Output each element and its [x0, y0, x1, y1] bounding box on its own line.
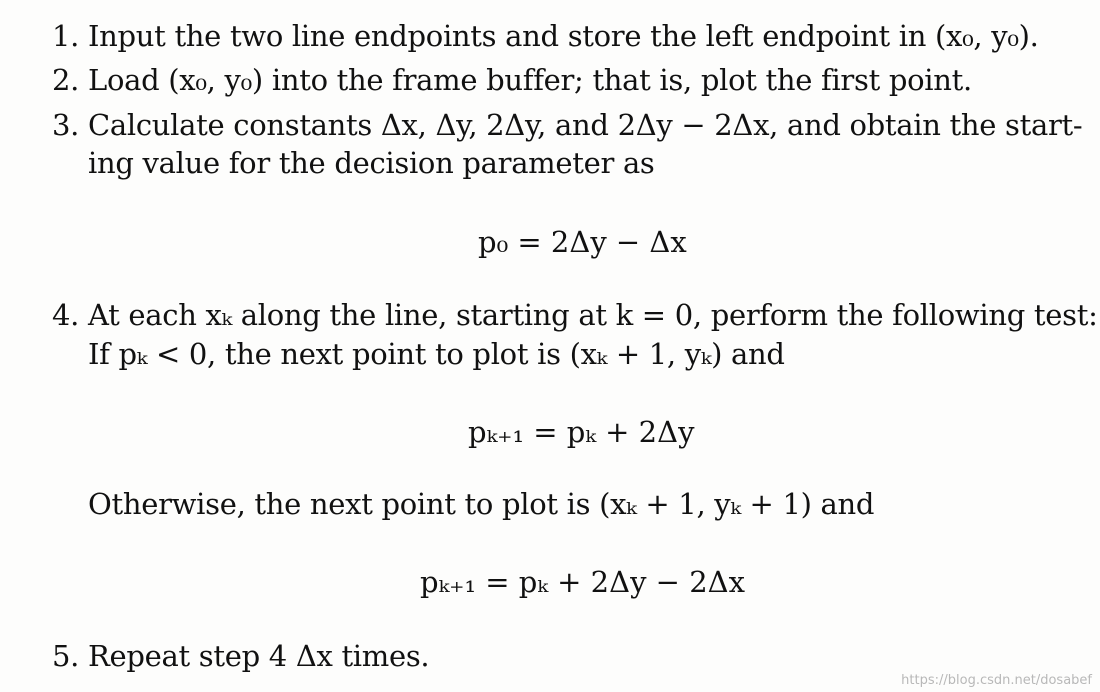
step-5	[52, 638, 429, 674]
step-text: If pₖ < 0, the next point to plot is (xₖ + 1, yₖ) and	[88, 337, 785, 371]
step-number: 1.	[52, 19, 80, 53]
step-2	[52, 62, 972, 98]
step-number: 5.	[52, 639, 80, 673]
step-number: 2.	[52, 63, 80, 97]
step-4-condition-otherwise	[52, 486, 874, 522]
step-number: 4.	[52, 298, 80, 332]
step-4	[52, 297, 1098, 333]
step-text: Calculate constants Δx, Δy, 2Δy, and 2Δy − 2Δx, and obtain the start-	[88, 108, 1083, 142]
watermark: https://blog.csdn.net/dosabef	[901, 673, 1092, 688]
step-4-condition-negative	[52, 336, 785, 372]
step-number: 3.	[52, 108, 80, 142]
equation-pk1-positive: pₖ₊₁ = pₖ + 2Δy − 2Δx	[420, 565, 745, 599]
step-text: ing value for the decision parameter as	[88, 146, 655, 180]
step-text: At each xₖ along the line, starting at k = 0, perform the following test:	[88, 298, 1098, 332]
equation-pk1-negative: pₖ₊₁ = pₖ + 2Δy	[468, 415, 695, 449]
step-1	[52, 18, 1039, 54]
equation-p0: p₀ = 2Δy − Δx	[478, 225, 687, 259]
step-text: Input the two line endpoints and store the left endpoint in (x₀, y₀).	[88, 19, 1039, 53]
step-3	[52, 107, 1082, 143]
step-text: Otherwise, the next point to plot is (xₖ + 1, yₖ + 1) and	[88, 487, 875, 521]
step-3-continued	[52, 145, 655, 181]
step-text: Repeat step 4 Δx times.	[88, 639, 430, 673]
step-text: Load (x₀, y₀) into the frame buffer; that is, plot the first point.	[88, 63, 972, 97]
